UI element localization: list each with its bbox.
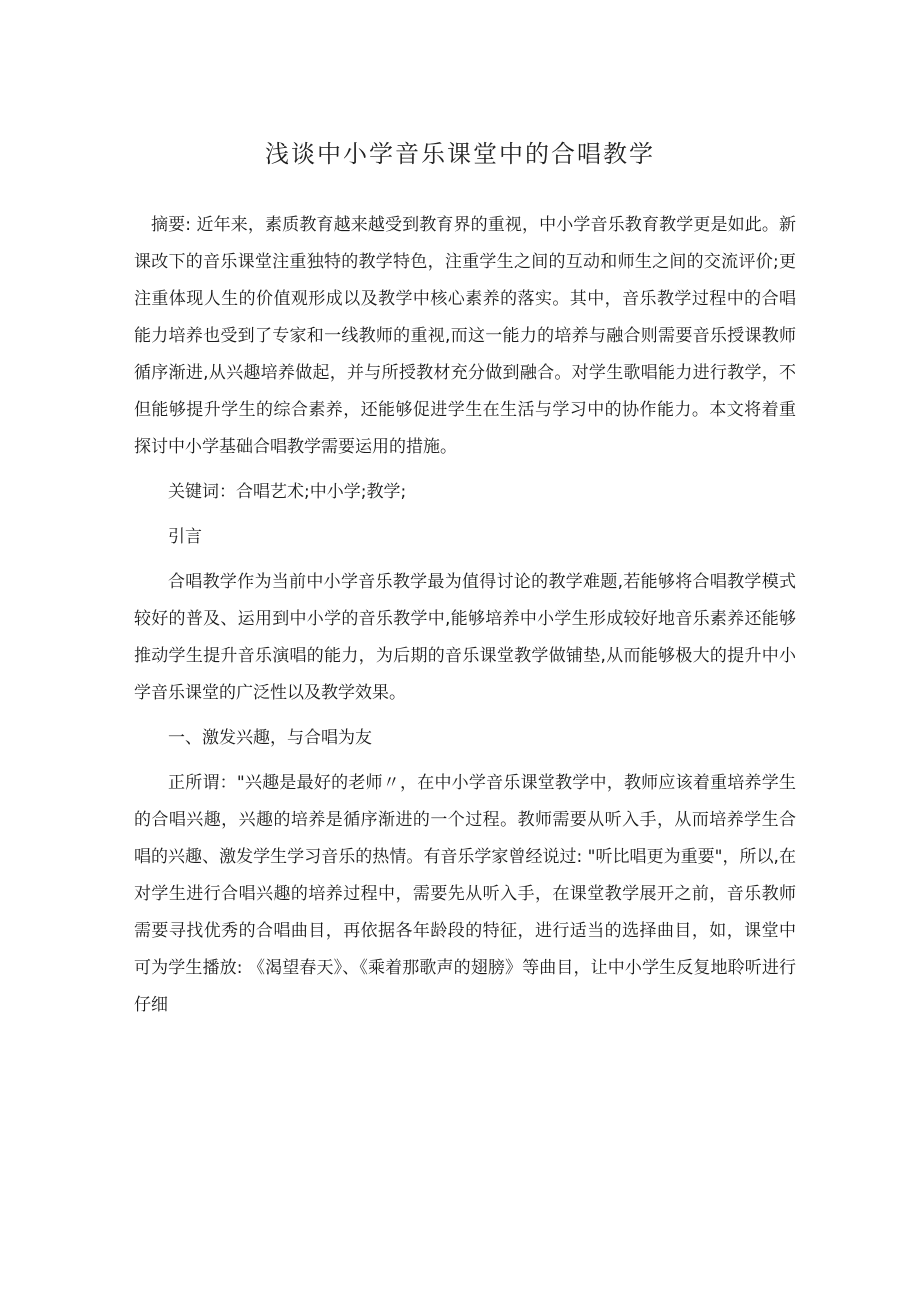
document-title: 浅谈中小学音乐课堂中的合唱教学 [265, 140, 655, 168]
intro-heading: 引言 [168, 527, 202, 547]
document-body [134, 207, 796, 1032]
section1-heading: 一、激发兴趣，与合唱为友 [168, 728, 372, 748]
keywords-line: 关键词：合唱艺术;中小学;教学; [168, 482, 407, 502]
section1-paragraph: 正所谓："兴趣是最好的老师〃，在中小学音乐课堂教学中，教师应该着重培养学生的合唱兴趣，兴趣的培养是循序渐进的一个过程。教师需要从听入手，从而培养学生合唱的兴趣、激发学生学习音乐的热情。有音乐学家曾经说过: "听比唱更为重要"，所以,在对学生进行合唱兴趣的培养过程中，需要先从听入手，在课堂教学展开之前，音乐教师需要寻找优秀的合唱曲目，再依据各年龄段的特征，进行适当的选择曲目，如，课堂中可为学生播放: 《渴望春天》、《乘着那歌声的翅膀》等曲目，让中小学生反复地聆听进行仔细 [134, 773, 796, 1015]
intro-paragraph: 合唱教学作为当前中小学音乐教学最为值得讨论的教学难题,若能够将合唱教学模式较好的普及、运用到中小学的音乐教学中,能够培养中小学生形成较好地音乐素养还能够推动学生提升音乐演唱的能力，为后期的音乐课堂教学做铺垫,从而能够极大的提升中小学音乐课堂的广泛性以及教学效果。 [134, 572, 796, 703]
abstract-paragraph: 摘要: 近年来，素质教育越来越受到教育界的重视，中小学音乐教育教学更是如此。新课改下的音乐课堂注重独特的教学特色，注重学生之间的互动和师生之间的交流评价;更注重体现人生的价值观形成以及教学中核心素养的落实。其中，音乐教学过程中的合唱能力培养也受到了专家和一线教师的重视,而这一能力的培养与融合则需要音乐授课教师循序渐进,从兴趣培养做起，并与所授教材充分做到融合。对学生歌唱能力进行教学，不但能够提升学生的综合素养，还能够促进学生在生活与学习中的协作能力。本文将着重探讨中小学基础合唱教学需要运用的措施。 [134, 215, 796, 457]
